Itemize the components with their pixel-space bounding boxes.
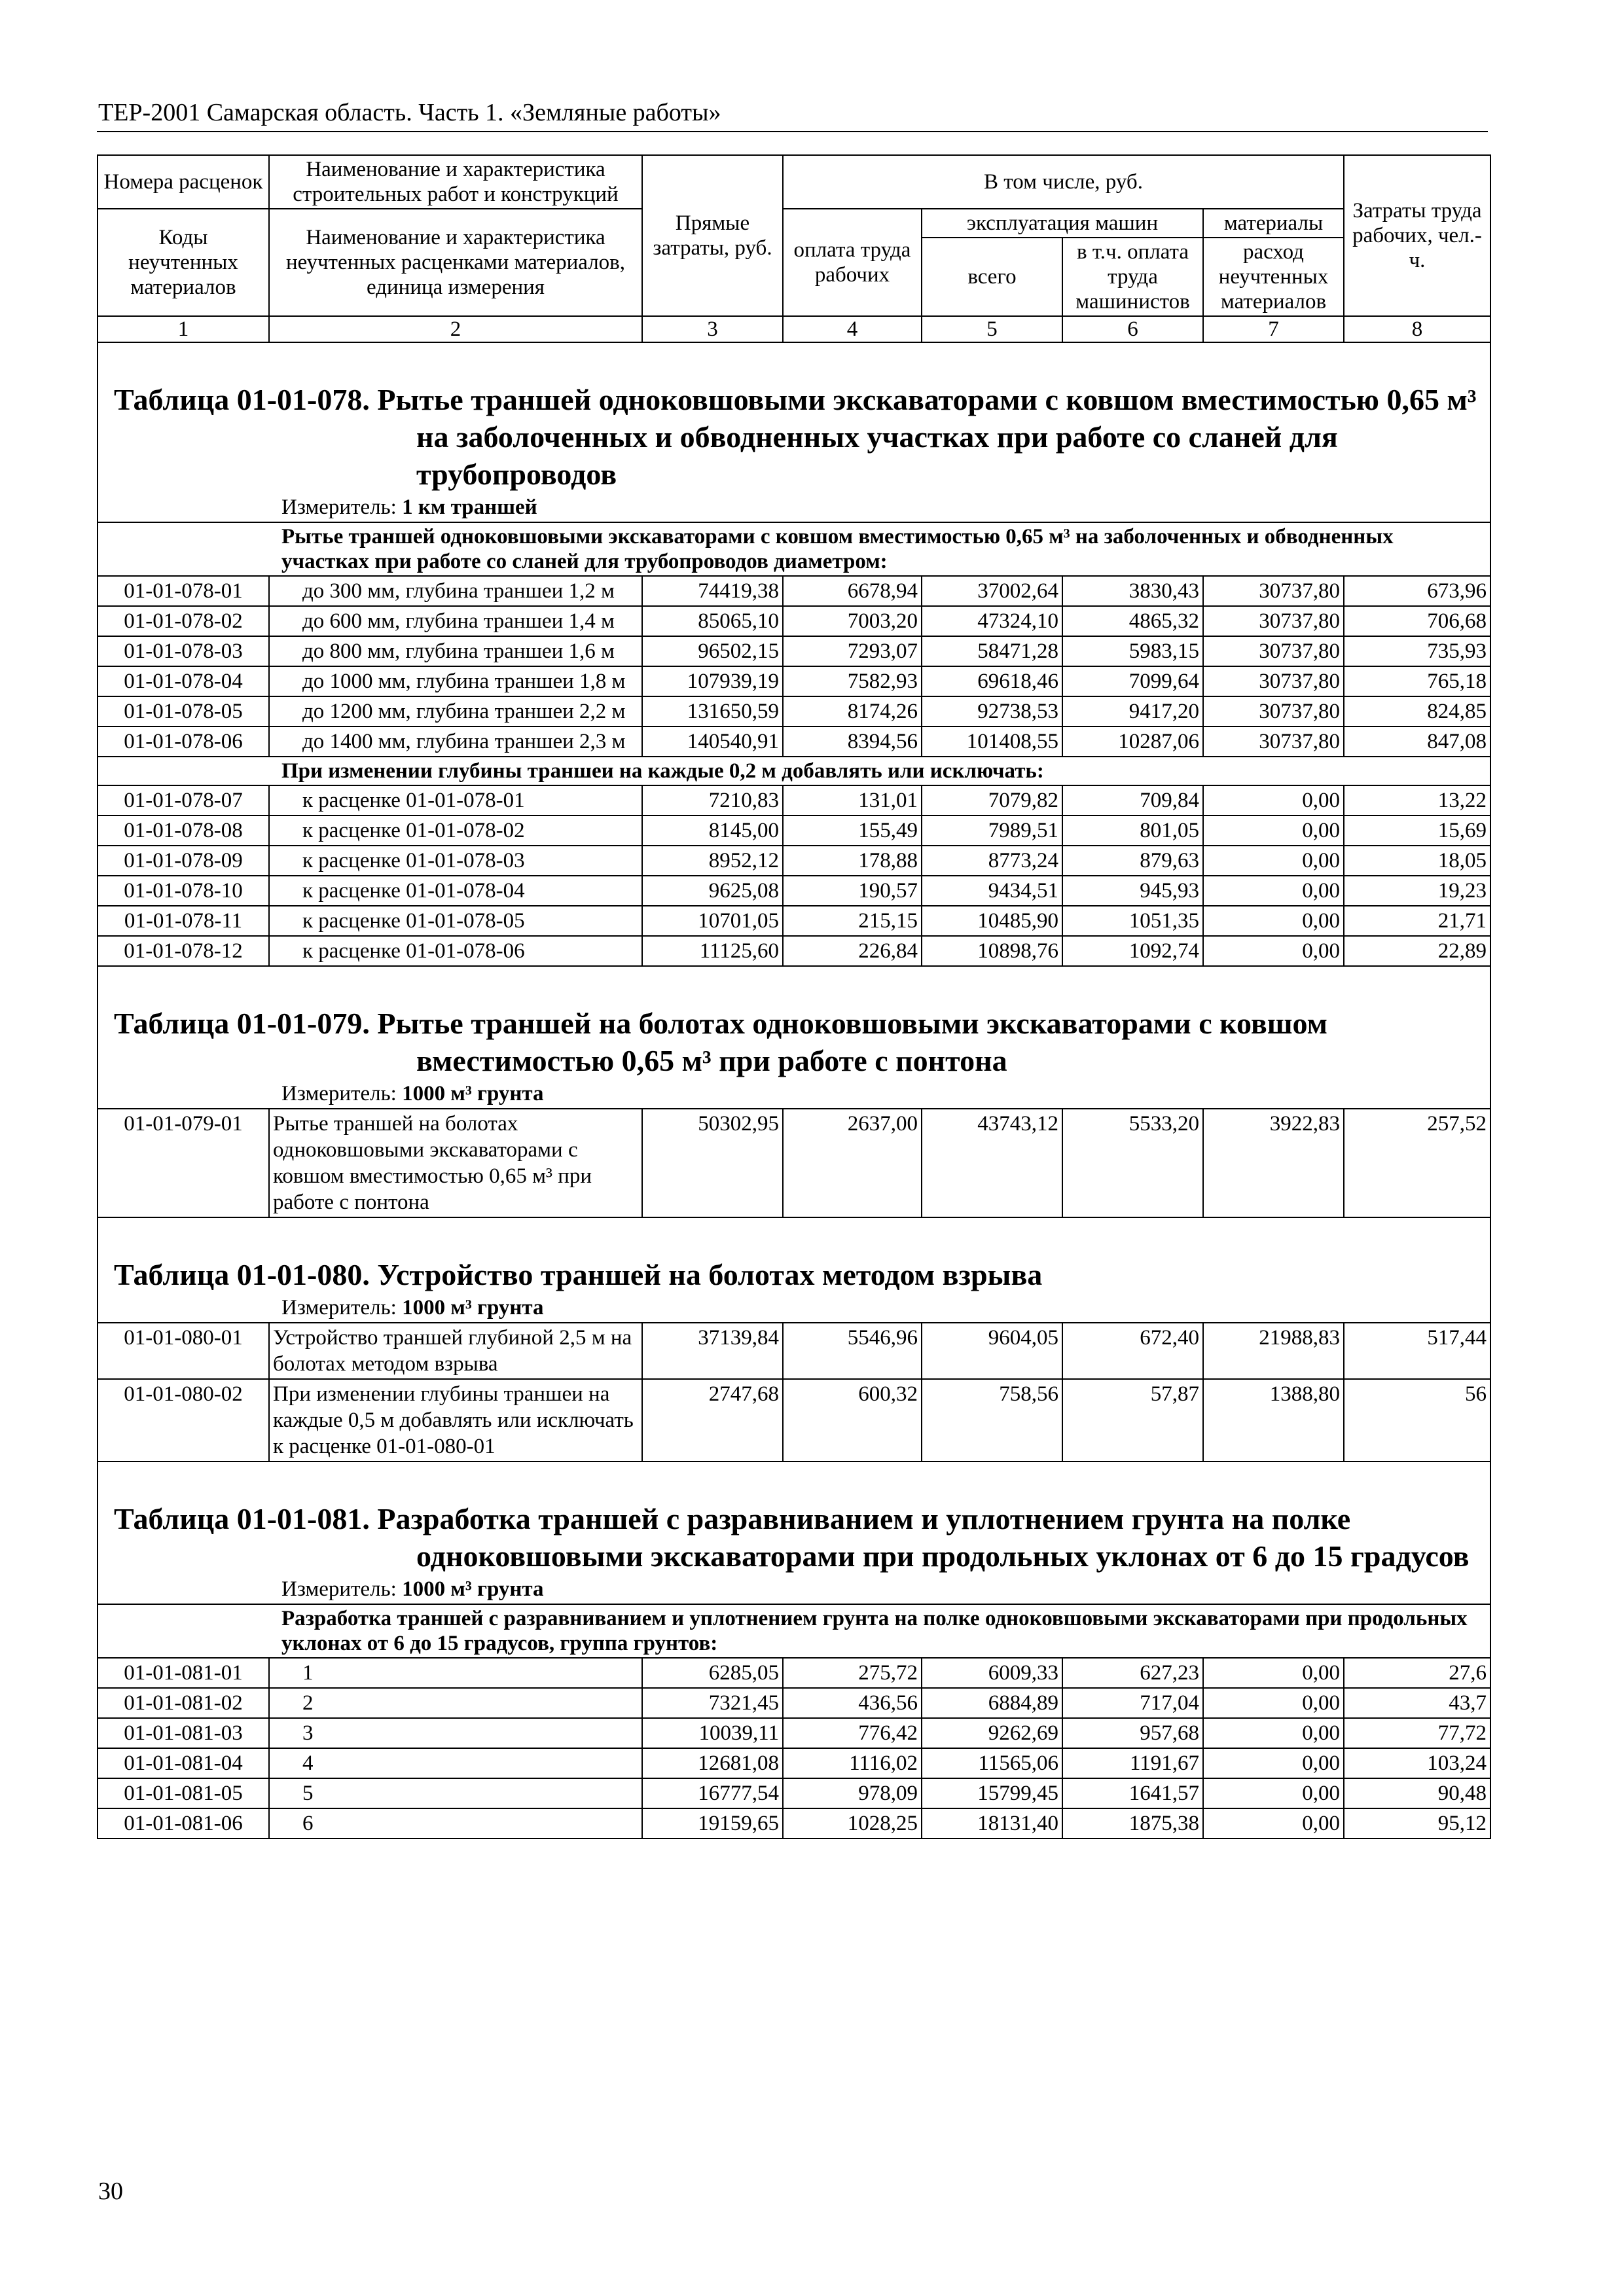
- measure-value: 1 км траншей: [402, 495, 537, 519]
- rate-name: 2: [269, 1688, 642, 1718]
- col-number: 6: [1062, 316, 1203, 342]
- wages-value: 600,32: [783, 1379, 922, 1462]
- col-header-rates: Номера расценок: [98, 155, 269, 209]
- operators-wages-value: 945,93: [1062, 876, 1203, 906]
- machines-total-value: 11565,06: [922, 1748, 1062, 1778]
- direct-costs-value: 8145,00: [642, 816, 783, 846]
- direct-costs-value: 7321,45: [642, 1688, 783, 1718]
- operators-wages-value: 1051,35: [1062, 906, 1203, 936]
- machines-total-value: 101408,55: [922, 726, 1062, 757]
- col-header-material-use: расход неучтенных материалов: [1203, 238, 1344, 316]
- table-row: [98, 606, 1490, 636]
- col-header-works: Наименование и характеристика строительных работ и конструкций: [269, 155, 642, 209]
- materials-value: 0,00: [1203, 1688, 1344, 1718]
- measure-row: [98, 493, 1490, 522]
- col-number: 2: [269, 316, 642, 342]
- machines-total-value: 6884,89: [922, 1688, 1062, 1718]
- direct-costs-value: 131650,59: [642, 696, 783, 726]
- table-row: [98, 696, 1490, 726]
- materials-value: 30737,80: [1203, 576, 1344, 606]
- table-title: Таблица 01-01-080. Устройство траншей на болотах методом взрыва: [114, 1258, 1043, 1291]
- rate-code: 01-01-081-06: [98, 1808, 269, 1839]
- materials-value: 0,00: [1203, 1658, 1344, 1688]
- measure-value: 1000 м³ грунта: [402, 1296, 544, 1319]
- labor-value: 21,71: [1344, 906, 1490, 936]
- col-header-codes: Коды неучтенных материалов: [98, 209, 269, 316]
- labor-value: 15,69: [1344, 816, 1490, 846]
- materials-value: 1388,80: [1203, 1379, 1344, 1462]
- materials-value: 0,00: [1203, 816, 1344, 846]
- col-header-materials: материалы: [1203, 209, 1344, 238]
- labor-value: 18,05: [1344, 846, 1490, 876]
- wages-value: 226,84: [783, 936, 922, 966]
- rate-name: 4: [269, 1748, 642, 1778]
- direct-costs-value: 74419,38: [642, 576, 783, 606]
- table-row: [98, 1688, 1490, 1718]
- operators-wages-value: 709,84: [1062, 785, 1203, 816]
- rate-name: к расценке 01-01-078-03: [269, 846, 642, 876]
- rate-code: 01-01-078-11: [98, 906, 269, 936]
- col-header-machines: эксплуатация машин: [922, 209, 1203, 238]
- operators-wages-value: 7099,64: [1062, 666, 1203, 696]
- operators-wages-value: 957,68: [1062, 1718, 1203, 1748]
- rate-name: до 1400 мм, глубина траншеи 2,3 м: [269, 726, 642, 757]
- wages-value: 7582,93: [783, 666, 922, 696]
- labor-value: 824,85: [1344, 696, 1490, 726]
- rate-code: 01-01-078-12: [98, 936, 269, 966]
- labor-value: 19,23: [1344, 876, 1490, 906]
- rate-code: 01-01-081-04: [98, 1748, 269, 1778]
- rate-code: 01-01-079-01: [98, 1109, 269, 1217]
- col-header-wages: оплата труда рабочих: [783, 209, 922, 316]
- materials-value: 30737,80: [1203, 636, 1344, 666]
- operators-wages-value: 4865,32: [1062, 606, 1203, 636]
- wages-value: 5546,96: [783, 1323, 922, 1379]
- rate-name: к расценке 01-01-078-06: [269, 936, 642, 966]
- wages-value: 275,72: [783, 1658, 922, 1688]
- machines-total-value: 92738,53: [922, 696, 1062, 726]
- direct-costs-value: 85065,10: [642, 606, 783, 636]
- labor-value: 735,93: [1344, 636, 1490, 666]
- rate-code: 01-01-078-09: [98, 846, 269, 876]
- col-header-direct-costs: Прямые затраты, руб.: [642, 155, 783, 316]
- rate-name: Рытье траншей на болотах одноковшовыми экскаваторами с ковшом вместимостью 0,65 м³ при работе с понтона: [269, 1109, 642, 1217]
- table-row: [98, 666, 1490, 696]
- rate-code: 01-01-078-08: [98, 816, 269, 846]
- section-text: При изменении глубины траншеи на каждые 0,2 м добавлять или исключать:: [98, 757, 1490, 785]
- measure-value: 1000 м³ грунта: [402, 1082, 544, 1105]
- rates-table: [97, 154, 1491, 1839]
- wages-value: 1028,25: [783, 1808, 922, 1839]
- materials-value: 21988,83: [1203, 1323, 1344, 1379]
- materials-value: 0,00: [1203, 1808, 1344, 1839]
- operators-wages-value: 879,63: [1062, 846, 1203, 876]
- materials-value: 30737,80: [1203, 696, 1344, 726]
- wages-value: 978,09: [783, 1778, 922, 1808]
- rate-name: до 300 мм, глубина траншеи 1,2 м: [269, 576, 642, 606]
- machines-total-value: 758,56: [922, 1379, 1062, 1462]
- direct-costs-value: 10701,05: [642, 906, 783, 936]
- materials-value: 0,00: [1203, 936, 1344, 966]
- machines-total-value: 9434,51: [922, 876, 1062, 906]
- rate-name: до 1200 мм, глубина траншеи 2,2 м: [269, 696, 642, 726]
- direct-costs-value: 140540,91: [642, 726, 783, 757]
- rate-code: 01-01-078-07: [98, 785, 269, 816]
- wages-value: 215,15: [783, 906, 922, 936]
- section-row: [98, 522, 1490, 576]
- header-rule: [97, 131, 1488, 132]
- wages-value: 8394,56: [783, 726, 922, 757]
- operators-wages-value: 627,23: [1062, 1658, 1203, 1688]
- col-number: 3: [642, 316, 783, 342]
- materials-value: 0,00: [1203, 1778, 1344, 1808]
- section-text: Рытье траншей одноковшовыми экскаваторами с ковшом вместимостью 0,65 м³ на заболоченных и обводненных участках при работе со сланей для трубопроводов диаметром:: [98, 522, 1490, 576]
- rate-code: 01-01-078-06: [98, 726, 269, 757]
- machines-total-value: 6009,33: [922, 1658, 1062, 1688]
- operators-wages-value: 672,40: [1062, 1323, 1203, 1379]
- operators-wages-value: 1641,57: [1062, 1778, 1203, 1808]
- operators-wages-value: 1191,67: [1062, 1748, 1203, 1778]
- col-header-materials-name: Наименование и характеристика неучтенных расценками материалов, единица измерения: [269, 209, 642, 316]
- labor-value: 13,22: [1344, 785, 1490, 816]
- wages-value: 776,42: [783, 1718, 922, 1748]
- machines-total-value: 58471,28: [922, 636, 1062, 666]
- table-title-row: [98, 1462, 1490, 1575]
- col-header-incl: В том числе, руб.: [783, 155, 1344, 209]
- operators-wages-value: 717,04: [1062, 1688, 1203, 1718]
- rate-name: 1: [269, 1658, 642, 1688]
- direct-costs-value: 37139,84: [642, 1323, 783, 1379]
- table-title: Таблица 01-01-079. Рытье траншей на болотах одноковшовыми экскаваторами с ковшом вместимостью 0,65 м³ при работе с понтона: [114, 1007, 1327, 1077]
- labor-value: 22,89: [1344, 936, 1490, 966]
- direct-costs-value: 8952,12: [642, 846, 783, 876]
- machines-total-value: 9262,69: [922, 1718, 1062, 1748]
- rate-name: к расценке 01-01-078-04: [269, 876, 642, 906]
- table-title-row: [98, 1217, 1490, 1293]
- materials-value: 0,00: [1203, 906, 1344, 936]
- materials-value: 0,00: [1203, 785, 1344, 816]
- direct-costs-value: 50302,95: [642, 1109, 783, 1217]
- machines-total-value: 10485,90: [922, 906, 1062, 936]
- direct-costs-value: 16777,54: [642, 1778, 783, 1808]
- direct-costs-value: 10039,11: [642, 1718, 783, 1748]
- labor-value: 95,12: [1344, 1808, 1490, 1839]
- machines-total-value: 9604,05: [922, 1323, 1062, 1379]
- operators-wages-value: 5983,15: [1062, 636, 1203, 666]
- rate-name: к расценке 01-01-078-02: [269, 816, 642, 846]
- page-number: 30: [98, 2178, 123, 2205]
- rate-name: 6: [269, 1808, 642, 1839]
- section-text: Разработка траншей с разравниванием и уплотнением грунта на полке одноковшовыми экскаваторами при продольных уклонах от 6 до 15 градусов, группа грунтов:: [98, 1604, 1490, 1658]
- col-number: 5: [922, 316, 1062, 342]
- direct-costs-value: 7210,83: [642, 785, 783, 816]
- col-header-operators-wages: в т.ч. оплата труда машинистов: [1062, 238, 1203, 316]
- direct-costs-value: 19159,65: [642, 1808, 783, 1839]
- table-row: [98, 1748, 1490, 1778]
- table-title: Таблица 01-01-078. Рытье траншей одноковшовыми экскаваторами с ковшом вместимостью 0,65 м³ на заболоченных и обводненных участках при работе со сланей для трубопроводов: [114, 383, 1477, 491]
- rate-code: 01-01-078-03: [98, 636, 269, 666]
- labor-value: 706,68: [1344, 606, 1490, 636]
- machines-total-value: 7989,51: [922, 816, 1062, 846]
- wages-value: 190,57: [783, 876, 922, 906]
- wages-value: 131,01: [783, 785, 922, 816]
- rate-name: до 800 мм, глубина траншеи 1,6 м: [269, 636, 642, 666]
- rate-name: до 600 мм, глубина траншеи 1,4 м: [269, 606, 642, 636]
- column-numbers-row: [98, 316, 1490, 342]
- wages-value: 8174,26: [783, 696, 922, 726]
- wages-value: 436,56: [783, 1688, 922, 1718]
- labor-value: 673,96: [1344, 576, 1490, 606]
- table-row: [98, 906, 1490, 936]
- materials-value: 3922,83: [1203, 1109, 1344, 1217]
- operators-wages-value: 5533,20: [1062, 1109, 1203, 1217]
- table-row: [98, 636, 1490, 666]
- rate-name: Устройство траншей глубиной 2,5 м на болотах методом взрыва: [269, 1323, 642, 1379]
- table-row: [98, 1323, 1490, 1379]
- direct-costs-value: 11125,60: [642, 936, 783, 966]
- machines-total-value: 10898,76: [922, 936, 1062, 966]
- table-row: [98, 1658, 1490, 1688]
- materials-value: 30737,80: [1203, 666, 1344, 696]
- rate-code: 01-01-080-02: [98, 1379, 269, 1462]
- rate-code: 01-01-081-01: [98, 1658, 269, 1688]
- direct-costs-value: 2747,68: [642, 1379, 783, 1462]
- rate-name: к расценке 01-01-078-05: [269, 906, 642, 936]
- rate-name: до 1000 мм, глубина траншеи 1,8 м: [269, 666, 642, 696]
- table-row: [98, 1808, 1490, 1839]
- labor-value: 56: [1344, 1379, 1490, 1462]
- operators-wages-value: 57,87: [1062, 1379, 1203, 1462]
- table-row: [98, 1718, 1490, 1748]
- table-row: [98, 1778, 1490, 1808]
- direct-costs-value: 107939,19: [642, 666, 783, 696]
- machines-total-value: 37002,64: [922, 576, 1062, 606]
- rate-code: 01-01-078-10: [98, 876, 269, 906]
- table-row: [98, 1379, 1490, 1462]
- table-row: [98, 876, 1490, 906]
- wages-value: 6678,94: [783, 576, 922, 606]
- measure-row: [98, 1079, 1490, 1109]
- table-title-row: [98, 342, 1490, 493]
- table-row: [98, 816, 1490, 846]
- measure-row: [98, 1293, 1490, 1323]
- measure-value: 1000 м³ грунта: [402, 1577, 544, 1601]
- table-row: [98, 576, 1490, 606]
- operators-wages-value: 1092,74: [1062, 936, 1203, 966]
- labor-value: 77,72: [1344, 1718, 1490, 1748]
- materials-value: 0,00: [1203, 846, 1344, 876]
- labor-value: 847,08: [1344, 726, 1490, 757]
- table-title-row: [98, 966, 1490, 1079]
- labor-value: 90,48: [1344, 1778, 1490, 1808]
- rate-code: 01-01-078-01: [98, 576, 269, 606]
- rate-code: 01-01-078-05: [98, 696, 269, 726]
- page-header: ТЕР-2001 Самарская область. Часть 1. «Земляные работы»: [98, 99, 721, 126]
- machines-total-value: 69618,46: [922, 666, 1062, 696]
- wages-value: 7003,20: [783, 606, 922, 636]
- wages-value: 1116,02: [783, 1748, 922, 1778]
- rate-name: При изменении глубины траншеи на каждые 0,5 м добавлять или исключать к расценке 01-01-080-01: [269, 1379, 642, 1462]
- col-number: 7: [1203, 316, 1344, 342]
- rate-code: 01-01-080-01: [98, 1323, 269, 1379]
- rate-code: 01-01-078-04: [98, 666, 269, 696]
- direct-costs-value: 6285,05: [642, 1658, 783, 1688]
- wages-value: 7293,07: [783, 636, 922, 666]
- section-row: [98, 1604, 1490, 1658]
- table-row: [98, 726, 1490, 757]
- measure-label: Измеритель:: [281, 1296, 397, 1319]
- materials-value: 0,00: [1203, 1718, 1344, 1748]
- direct-costs-value: 12681,08: [642, 1748, 783, 1778]
- col-number: 1: [98, 316, 269, 342]
- machines-total-value: 18131,40: [922, 1808, 1062, 1839]
- table-header: [98, 155, 1490, 342]
- rate-name: 3: [269, 1718, 642, 1748]
- measure-label: Измеритель:: [281, 1577, 397, 1601]
- operators-wages-value: 1875,38: [1062, 1808, 1203, 1839]
- wages-value: 155,49: [783, 816, 922, 846]
- operators-wages-value: 10287,06: [1062, 726, 1203, 757]
- section-row: [98, 757, 1490, 785]
- rate-code: 01-01-081-05: [98, 1778, 269, 1808]
- direct-costs-value: 96502,15: [642, 636, 783, 666]
- machines-total-value: 8773,24: [922, 846, 1062, 876]
- machines-total-value: 47324,10: [922, 606, 1062, 636]
- labor-value: 765,18: [1344, 666, 1490, 696]
- table-row: [98, 1109, 1490, 1217]
- labor-value: 27,6: [1344, 1658, 1490, 1688]
- col-number: 8: [1344, 316, 1490, 342]
- rate-name: 5: [269, 1778, 642, 1808]
- wages-value: 178,88: [783, 846, 922, 876]
- machines-total-value: 15799,45: [922, 1778, 1062, 1808]
- materials-value: 30737,80: [1203, 726, 1344, 757]
- col-header-total: всего: [922, 238, 1062, 316]
- machines-total-value: 7079,82: [922, 785, 1062, 816]
- table-row: [98, 936, 1490, 966]
- operators-wages-value: 3830,43: [1062, 576, 1203, 606]
- operators-wages-value: 9417,20: [1062, 696, 1203, 726]
- measure-label: Измеритель:: [281, 495, 397, 519]
- measure-label: Измеритель:: [281, 1082, 397, 1105]
- table-row: [98, 785, 1490, 816]
- machines-total-value: 43743,12: [922, 1109, 1062, 1217]
- wages-value: 2637,00: [783, 1109, 922, 1217]
- table-row: [98, 846, 1490, 876]
- col-header-labor: Затраты труда рабочих, чел.-ч.: [1344, 155, 1490, 316]
- materials-value: 30737,80: [1203, 606, 1344, 636]
- labor-value: 257,52: [1344, 1109, 1490, 1217]
- direct-costs-value: 9625,08: [642, 876, 783, 906]
- labor-value: 517,44: [1344, 1323, 1490, 1379]
- rate-code: 01-01-078-02: [98, 606, 269, 636]
- rate-code: 01-01-081-02: [98, 1688, 269, 1718]
- table-title: Таблица 01-01-081. Разработка траншей с разравниванием и уплотнением грунта на полке одноковшовыми экскаваторами при продольных уклонах от 6 до 15 градусов: [114, 1502, 1470, 1573]
- operators-wages-value: 801,05: [1062, 816, 1203, 846]
- materials-value: 0,00: [1203, 876, 1344, 906]
- labor-value: 103,24: [1344, 1748, 1490, 1778]
- rate-name: к расценке 01-01-078-01: [269, 785, 642, 816]
- materials-value: 0,00: [1203, 1748, 1344, 1778]
- labor-value: 43,7: [1344, 1688, 1490, 1718]
- rate-code: 01-01-081-03: [98, 1718, 269, 1748]
- measure-row: [98, 1575, 1490, 1604]
- col-number: 4: [783, 316, 922, 342]
